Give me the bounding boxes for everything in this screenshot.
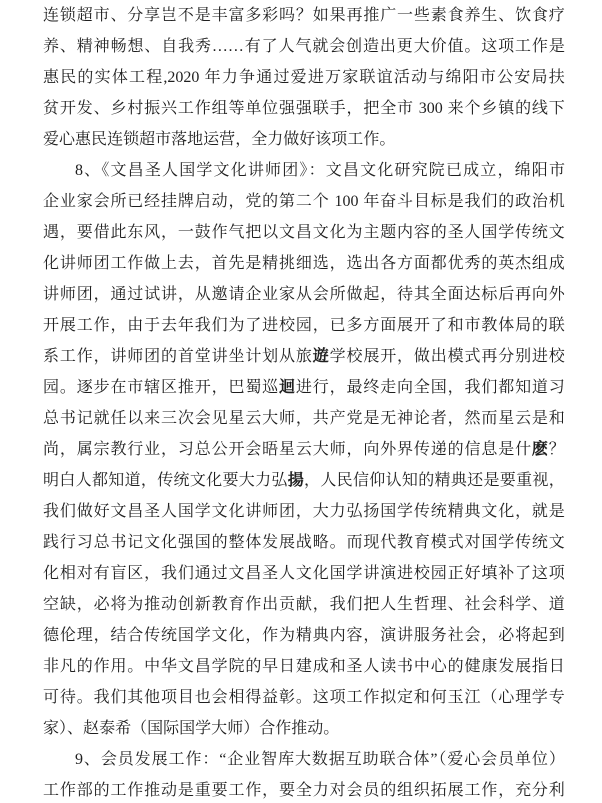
text-line: 化相对有盲区，我们通过文昌圣人文化国学讲演进校园正好填补了这项	[43, 565, 565, 582]
text-line: 尚，属宗教行业，习总公开会晤星云大师，向外界传递的信息是什麽？	[43, 441, 565, 458]
text-line: 养、精神畅想、自我秀……有了人气就会创造出更大价值。这项工作是	[43, 38, 565, 55]
text-line: 总书记就任以来三次会见星云大师，共产党是无神论者，然而星云是和	[43, 410, 565, 427]
paragraph	[43, 0, 565, 155]
text-line: 企业家会所已经挂牌启动，党的第二个 100 年奋斗目标是我们的政治机	[43, 193, 565, 210]
text-line: 践行习总书记文化强国的整体发展战略。而现代教育模式对国学传统文	[43, 534, 565, 551]
text-line: 家）、赵泰希（国际国学大师）合作推动。	[43, 720, 340, 737]
text-line: 贫开发、乡村振兴工作组等单位强强联手，把全市 300 来个乡镇的线下	[43, 100, 565, 117]
text-line: 可待。我们其他项目也会相得益彰。这项工作拟定和何玉江（心理学专	[43, 689, 565, 706]
paragraph	[43, 744, 565, 803]
text-line: 爱心惠民连锁超市落地运营，全力做好该项工作。	[43, 131, 396, 148]
text-line: 明白人都知道，传统文化要大力弘揚，人民信仰认知的精典还是要重视，	[43, 472, 565, 489]
text-line: 惠民的实体工程,2020 年力争通过爱进万家联谊活动与绵阳市公安局扶	[43, 69, 565, 86]
document-body	[43, 0, 565, 803]
text-line: 园。逐步在市辖区推开，巴蜀巡迴进行，最终走向全国，我们都知道习	[43, 379, 565, 396]
text-line: 非凡的作用。中华文昌学院的早日建成和圣人读书中心的健康发展指日	[43, 658, 565, 675]
paragraph	[43, 155, 565, 744]
text-line: 8、《文昌圣人国学文化讲师团》：文昌文化研究院已成立，绵阳市	[75, 162, 565, 179]
text-line: 9、会员发展工作：“企业智库大数据互助联合体”（爱心会员单位）	[75, 751, 565, 768]
text-line: 系工作，讲师团的首堂讲坐计划从旅遊学校展开，做出模式再分别进校	[43, 348, 565, 365]
text-line: 我们做好文昌圣人国学文化讲师团，大力弘扬国学传统精典文化，就是	[43, 503, 565, 520]
text-line: 工作部的工作推动是重要工作，要全力对会员的组织拓展工作，充分利	[43, 782, 565, 799]
text-line: 讲师团，通过试讲，从邀请企业家从会所做起，待其全面达标后再向外	[43, 286, 565, 303]
text-line: 化讲师团工作做上去，首先是精挑细选，选出各方面都优秀的英杰组成	[43, 255, 565, 272]
text-line: 遇，要借此东风，一鼓作气把以文昌文化为主题内容的圣人国学传统文	[43, 224, 565, 241]
text-line: 开展工作，由于去年我们为了进校园，已多方面展开了和市教体局的联	[43, 317, 565, 334]
text-line: 空缺，必将为推动创新教育作出贡献，我们把人生哲理、社会科学、道	[43, 596, 565, 613]
text-line: 连锁超市、分享岂不是丰富多彩吗？如果再推广一些素食养生、饮食疗	[43, 7, 565, 24]
text-line: 德伦理，结合传统国学文化，作为精典内容，演讲服务社会，必将起到	[43, 627, 565, 644]
